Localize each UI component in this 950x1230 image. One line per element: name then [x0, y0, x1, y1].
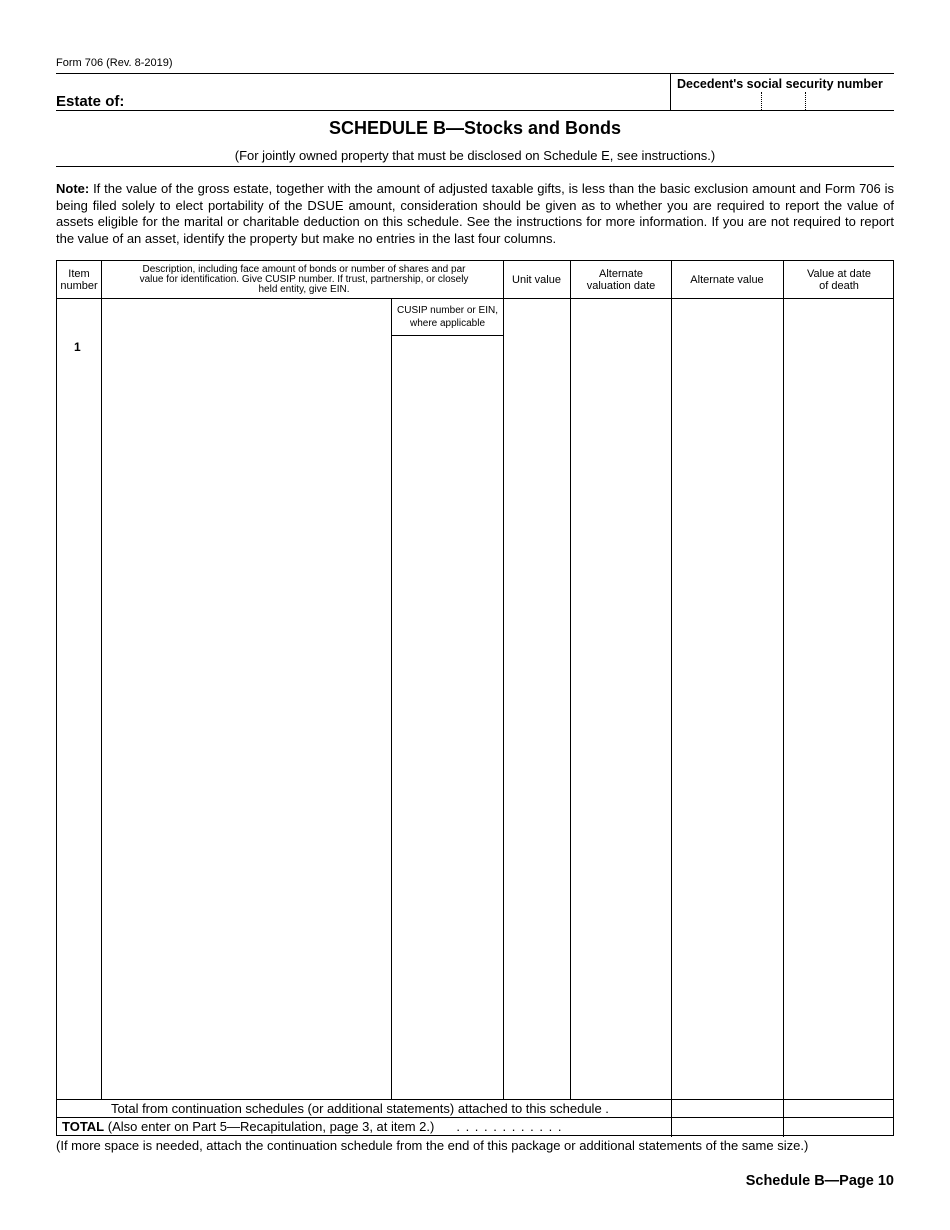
form-revision: Form 706 (Rev. 8-2019) [56, 57, 173, 69]
total-label [62, 1119, 562, 1134]
header-alternate-valuation-date: Alternate valuation date [586, 267, 656, 292]
note-paragraph [56, 181, 894, 247]
header-rule [56, 110, 894, 111]
value-at-death-entry-area[interactable] [784, 299, 893, 1099]
unit-value-entry-area[interactable] [504, 299, 570, 1099]
total-label-bold: TOTAL [62, 1119, 105, 1134]
cusip-header: CUSIP number or EIN, where applicable [397, 305, 498, 329]
description-entry-area[interactable] [102, 299, 391, 1099]
stocks-bonds-table [56, 260, 894, 1136]
header-item-number: Item number [60, 267, 98, 292]
alternate-value-entry-area[interactable] [672, 299, 783, 1099]
subtitle-rule [56, 166, 894, 167]
page-label: Schedule B—Page 10 [745, 1173, 894, 1189]
header-unit-value: Unit value [512, 273, 561, 286]
continuation-total-dots: . [605, 1101, 609, 1116]
schedule-title: SCHEDULE B—Stocks and Bonds [328, 118, 622, 138]
ssn-label: Decedent's social security number [677, 77, 883, 91]
continuation-total-label [111, 1101, 609, 1116]
schedule-subtitle: (For jointly owned property that must be disclosed on Schedule E, see instructions.) [234, 148, 716, 163]
ssn-field[interactable] [670, 74, 895, 110]
total-value-at-death-field[interactable] [784, 1118, 893, 1135]
total-alternate-value-field[interactable] [672, 1118, 783, 1135]
continuation-value-at-death-field[interactable] [784, 1100, 893, 1117]
note-text: If the value of the gross estate, together with the amount of adjusted taxable gifts, is less than the basic exclusion amount and Form 706 is being filed solely to elect portability of the DSUE amount, consideration should be given as to whether you are required to report the value of assets eligible for the marital or charitable deduction on this schedule. See the instructions for more information. If you are not required to report the value of an asset, identify the property but make no entries in the last four columns. [56, 181, 894, 246]
note-label: Note: [56, 181, 90, 196]
header-value-at-death: Value at date of death [806, 267, 871, 292]
ssn-separator [805, 92, 806, 110]
continuation-total-text: Total from continuation schedules (or additional statements) attached to this schedule [111, 1101, 602, 1116]
alternate-valuation-date-entry-area[interactable] [571, 299, 671, 1099]
ssn-separator [761, 92, 762, 110]
estate-of-label: Estate of: [56, 93, 125, 110]
item-number-1: 1 [74, 340, 81, 354]
total-label-rest: (Also enter on Part 5—Recapitulation, page 3, at item 2.) [104, 1119, 435, 1134]
header-description: Description, including face amount of bonds or number of shares and par value for identification. Give CUSIP number. If trust, partnership, or closely held entity, give EIN. [139, 263, 469, 295]
total-dots: . . . . . . . . . . . . [456, 1119, 563, 1134]
continuation-alternate-value-field[interactable] [672, 1100, 783, 1117]
header-alternate-value: Alternate value [690, 273, 764, 286]
cusip-entry-area[interactable] [392, 336, 503, 1099]
footer-note: (If more space is needed, attach the continuation schedule from the end of this package or additional statements of the same size.) [56, 1138, 809, 1153]
